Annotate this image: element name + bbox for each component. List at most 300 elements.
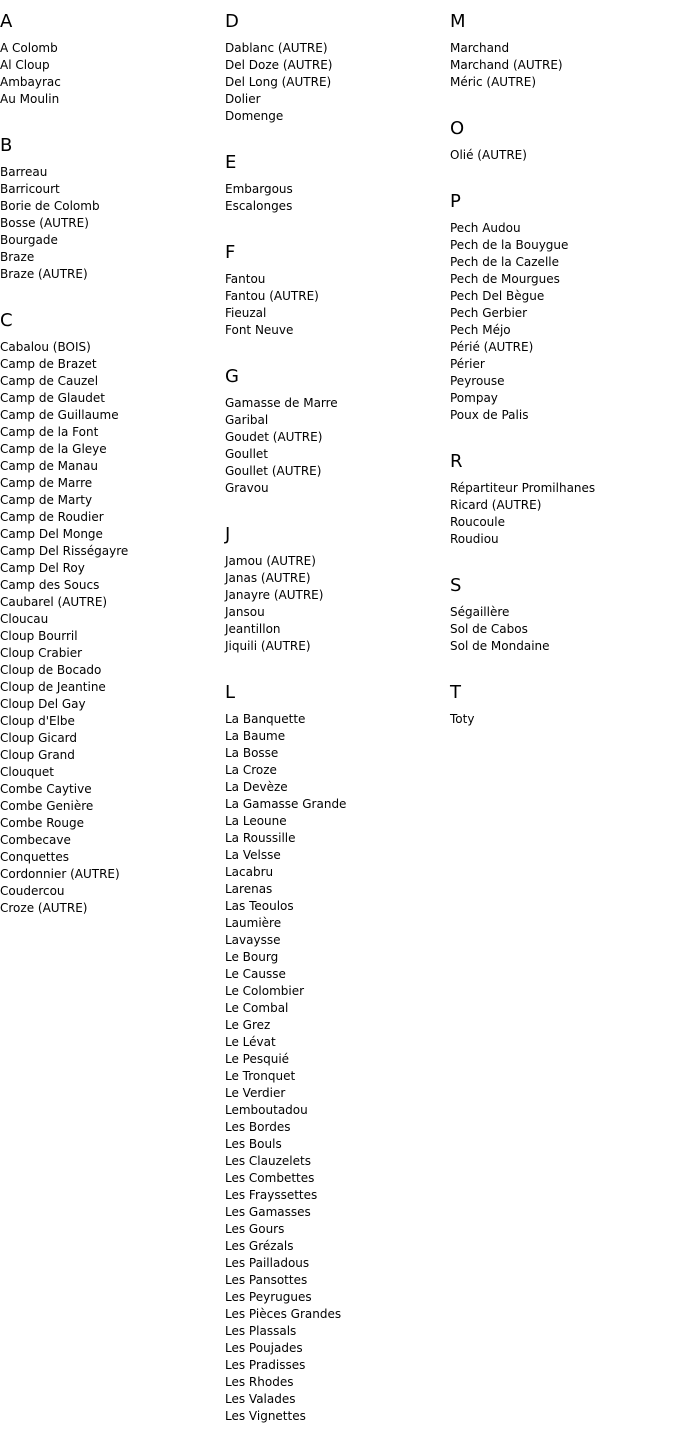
place-link[interactable]: La Bosse [225,746,279,760]
list-item [0,373,225,390]
list-item [0,560,225,577]
place-link[interactable]: Les Pailladous [225,1256,310,1270]
list-item [225,1085,450,1102]
list-item [225,1136,450,1153]
place-link[interactable]: Lacabru [225,865,274,879]
place-link[interactable]: Marchand (AUTRE) [450,58,563,72]
list-item [450,339,675,356]
list-item [225,983,450,1000]
place-link[interactable]: Le Lévat [225,1035,276,1049]
place-link[interactable]: Les Peyrugues [225,1290,312,1304]
place-link[interactable]: Combecave [0,833,71,847]
list-item [450,322,675,339]
list-item [0,866,225,883]
place-link[interactable]: Marchand [450,41,510,55]
list-item [0,339,225,356]
list-item [225,480,450,497]
list-item [0,458,225,475]
letter-heading: S [450,575,462,596]
list-item [0,849,225,866]
place-link[interactable]: Pech de Mourgues [450,272,560,286]
list-item [225,553,450,570]
list-item [0,645,225,662]
place-link[interactable]: Fantou [225,272,266,286]
place-link[interactable]: Ambayrac [0,75,61,89]
place-link[interactable]: Dolier [225,92,261,106]
list-item [0,798,225,815]
list-item [225,745,450,762]
list-item [225,57,450,74]
list-item [450,237,675,254]
list-item [225,570,450,587]
list-item [225,305,450,322]
list-item [225,728,450,745]
place-link[interactable]: Cloup Del Gay [0,697,86,711]
place-link[interactable]: Roudiou [450,532,499,546]
list-item [225,621,450,638]
list-item [450,407,675,424]
list-item [450,74,675,91]
list-item [450,531,675,548]
place-link[interactable]: Pech de la Bouygue [450,238,569,252]
letter-heading: L [225,682,236,703]
list-item [225,1272,450,1289]
list-item [225,1391,450,1408]
list-item [450,57,675,74]
list-item [225,1221,450,1238]
list-item [0,74,225,91]
place-link[interactable]: Barreau [0,165,48,179]
list-item [0,713,225,730]
place-link[interactable]: Bosse (AUTRE) [0,216,89,230]
index-column-3 [450,0,675,744]
letter-group [450,0,675,107]
place-link[interactable]: Cloup Crabier [0,646,83,660]
list-item [225,949,450,966]
list-item [0,164,225,181]
place-link[interactable]: Goullet (AUTRE) [225,464,322,478]
place-list [450,220,675,440]
place-link[interactable]: Camp de Marty [0,493,93,507]
place-link[interactable]: Périer [450,357,485,371]
list-item [225,587,450,604]
list-item [450,220,675,237]
list-item [225,779,450,796]
place-link[interactable]: Cloucau [0,612,49,626]
place-link[interactable]: Font Neuve [225,323,294,337]
index-column-1 [0,0,225,933]
place-link[interactable]: Coudercou [0,884,65,898]
place-list [225,395,450,513]
place-link[interactable]: Cloup de Jeantine [0,680,106,694]
list-item [225,796,450,813]
list-item [0,181,225,198]
place-link[interactable]: Dablanc (AUTRE) [225,41,328,55]
place-link[interactable]: Cloup de Bocado [0,663,102,677]
place-link[interactable]: Les Vignettes [225,1409,306,1423]
place-link[interactable]: Combe Genière [0,799,94,813]
place-link[interactable]: Cloup Grand [0,748,75,762]
list-item [0,883,225,900]
list-item [0,696,225,713]
place-link[interactable]: Camp de Roudier [0,510,104,524]
place-link[interactable]: Les Valades [225,1392,296,1406]
place-link[interactable]: Les Pradisses [225,1358,306,1372]
place-link[interactable]: Les Poujades [225,1341,303,1355]
list-item [225,395,450,412]
list-item [225,638,450,655]
list-item [450,497,675,514]
list-item [225,1119,450,1136]
list-item [0,215,225,232]
list-item [225,1238,450,1255]
list-item [0,509,225,526]
place-link[interactable]: Le Bourg [225,950,279,964]
list-item [225,288,450,305]
list-item [225,762,450,779]
list-item [0,594,225,611]
place-link[interactable]: Las Teoulos [225,899,294,913]
place-link[interactable]: Les Clauzelets [225,1154,311,1168]
place-link[interactable]: Conquettes [0,850,69,864]
list-item [450,390,675,407]
place-link[interactable]: Olié (AUTRE) [450,148,527,162]
place-link[interactable]: Poux de Palis [450,408,529,422]
place-list [225,40,450,141]
list-item [225,1289,450,1306]
place-link[interactable]: Braze [0,250,35,264]
place-link[interactable]: Camp de Guillaume [0,408,119,422]
place-link[interactable]: Les Combettes [225,1171,315,1185]
list-item [225,1340,450,1357]
list-item [225,463,450,480]
place-link[interactable]: Le Causse [225,967,286,981]
place-list [225,711,450,1441]
list-item [450,604,675,621]
list-item [0,900,225,917]
list-item [0,815,225,832]
list-item [0,730,225,747]
letter-group [225,513,450,671]
list-item [225,711,450,728]
letter-heading: R [450,451,463,472]
place-link[interactable]: Garibal [225,413,269,427]
place-link[interactable]: Gravou [225,481,269,495]
list-item [225,91,450,108]
place-link[interactable]: Cabalou (BOIS) [0,340,91,354]
place-link[interactable]: Laumière [225,916,282,930]
list-item [0,492,225,509]
place-link[interactable]: Domenge [225,109,284,123]
list-item [0,407,225,424]
place-link[interactable]: Les Rhodes [225,1375,294,1389]
place-link[interactable]: Larenas [225,882,273,896]
place-link[interactable]: Caubarel (AUTRE) [0,595,108,609]
place-link[interactable]: Ricard (AUTRE) [450,498,542,512]
place-link[interactable]: Périé (AUTRE) [450,340,534,354]
list-item [225,830,450,847]
list-item [225,932,450,949]
list-item [0,249,225,266]
list-item [0,266,225,283]
place-link[interactable]: Camp de Glaudet [0,391,105,405]
place-link[interactable]: Le Verdier [225,1086,286,1100]
place-link[interactable]: La Croze [225,763,277,777]
list-item [450,288,675,305]
place-link[interactable]: La Leoune [225,814,287,828]
place-link[interactable]: Les Plassals [225,1324,297,1338]
place-link[interactable]: Camp de la Font [0,425,99,439]
place-link[interactable]: Embargous [225,182,293,196]
list-item [0,356,225,373]
place-link[interactable]: Peyrouse [450,374,505,388]
list-item [0,832,225,849]
place-link[interactable]: Camp de Manau [0,459,98,473]
place-link[interactable]: La Velsse [225,848,281,862]
place-link[interactable]: La Baume [225,729,286,743]
list-item [0,526,225,543]
letter-group [450,671,675,744]
list-item [225,847,450,864]
place-link[interactable]: Bourgade [0,233,58,247]
place-link[interactable]: Camp Del Risségayre [0,544,129,558]
letter-heading: T [450,682,461,703]
list-item [450,147,675,164]
list-item [450,305,675,322]
place-link[interactable]: Camp Del Roy [0,561,85,575]
list-item [450,40,675,57]
place-link[interactable]: Camp de Brazet [0,357,97,371]
place-link[interactable]: Toty [450,712,475,726]
letter-heading: E [225,152,237,173]
place-link[interactable]: Del Long (AUTRE) [225,75,332,89]
place-list [450,40,675,107]
list-item [225,1408,450,1425]
list-item [450,480,675,497]
list-item [450,711,675,728]
place-link[interactable]: A Colomb [0,41,58,55]
list-item [225,1034,450,1051]
place-link[interactable]: Braze (AUTRE) [0,267,88,281]
place-link[interactable]: Le Combal [225,1001,289,1015]
place-link[interactable]: Méric (AUTRE) [450,75,537,89]
list-item [0,747,225,764]
letter-heading: J [225,524,231,545]
list-item [0,232,225,249]
place-link[interactable]: Ségaillère [450,605,510,619]
index-column-2 [225,0,450,1441]
place-link[interactable]: Barricourt [0,182,60,196]
place-link[interactable]: La Banquette [225,712,306,726]
list-item [225,813,450,830]
place-link[interactable]: Pech Del Bègue [450,289,545,303]
place-list [0,339,225,933]
place-link[interactable]: Le Pesquié [225,1052,290,1066]
place-link[interactable]: Les Gamasses [225,1205,311,1219]
place-link[interactable]: Gamasse de Marre [225,396,338,410]
place-link[interactable]: Al Cloup [0,58,50,72]
place-link[interactable]: Goudet (AUTRE) [225,430,323,444]
place-link[interactable]: La Devèze [225,780,288,794]
list-item [225,1204,450,1221]
list-item [0,679,225,696]
place-list [450,480,675,564]
letter-group [225,231,450,355]
list-item [225,915,450,932]
list-item [450,514,675,531]
place-link[interactable]: Pech Méjo [450,323,511,337]
place-link[interactable]: Pech Gerbier [450,306,528,320]
list-item [0,475,225,492]
letter-group [450,107,675,180]
letter-heading: A [0,11,13,32]
place-list [225,271,450,355]
place-link[interactable]: Janas (AUTRE) [225,571,311,585]
place-link[interactable]: Borie de Colomb [0,199,100,213]
list-item [225,1255,450,1272]
letter-group [225,141,450,231]
list-item [225,1102,450,1119]
place-link[interactable]: Au Moulin [0,92,60,106]
letter-heading: M [450,11,466,32]
place-link[interactable]: Camp de la Gleye [0,442,107,456]
place-link[interactable]: Cloup d'Elbe [0,714,75,728]
place-link[interactable]: Les Gours [225,1222,285,1236]
letter-heading: C [0,310,13,331]
place-link[interactable]: Clouquet [0,765,54,779]
list-item [450,621,675,638]
list-item [225,898,450,915]
list-item [225,1357,450,1374]
place-link[interactable]: Les Bouls [225,1137,282,1151]
place-link[interactable]: Les Pansottes [225,1273,308,1287]
list-item [0,198,225,215]
letter-group [0,0,225,124]
list-item [450,254,675,271]
list-item [225,1187,450,1204]
list-item [225,40,450,57]
place-link[interactable]: Pompay [450,391,498,405]
list-item [225,322,450,339]
list-item [450,271,675,288]
place-link[interactable]: Combe Rouge [0,816,84,830]
letter-group [0,124,225,299]
list-item [0,577,225,594]
place-link[interactable]: Roucoule [450,515,506,529]
place-link[interactable]: Les Pièces Grandes [225,1307,342,1321]
list-item [225,966,450,983]
place-link[interactable]: Pech Audou [450,221,521,235]
place-link[interactable]: Les Frayssettes [225,1188,318,1202]
place-link[interactable]: Camp des Soucs [0,578,100,592]
place-link[interactable]: Cloup Bourril [0,629,78,643]
list-item [225,446,450,463]
place-link[interactable]: La Gamasse Grande [225,797,347,811]
letter-group [225,671,450,1441]
place-list [0,164,225,299]
place-link[interactable]: Le Grez [225,1018,271,1032]
place-link[interactable]: Cordonnier (AUTRE) [0,867,120,881]
place-link[interactable]: Lavaysse [225,933,281,947]
letter-group [0,299,225,933]
list-item [0,764,225,781]
letter-heading: D [225,11,239,32]
list-item [225,1051,450,1068]
list-item [0,424,225,441]
list-item [0,40,225,57]
place-link[interactable]: Jiquili (AUTRE) [225,639,311,653]
list-item [225,1374,450,1391]
list-item [225,1323,450,1340]
list-item [225,1170,450,1187]
list-item [450,373,675,390]
letter-group [225,0,450,141]
letter-heading: G [225,366,239,387]
place-list [450,604,675,671]
list-item [225,881,450,898]
place-link[interactable]: Goullet [225,447,269,461]
place-link[interactable]: Les Grézals [225,1239,294,1253]
place-link[interactable]: Le Tronquet [225,1069,296,1083]
place-link[interactable]: Jansou [225,605,265,619]
list-item [225,74,450,91]
list-item [0,91,225,108]
place-link[interactable]: Janayre (AUTRE) [225,588,324,602]
place-link[interactable]: Camp de Marre [0,476,93,490]
place-link[interactable]: Les Bordes [225,1120,291,1134]
list-item [225,412,450,429]
list-item [225,198,450,215]
letter-heading: P [450,191,461,212]
list-item [225,108,450,125]
list-item [225,429,450,446]
place-link[interactable]: Cloup Gicard [0,731,78,745]
place-link[interactable]: Lemboutadou [225,1103,308,1117]
letter-group [450,180,675,440]
place-link[interactable]: Combe Caytive [0,782,92,796]
letter-group [450,440,675,564]
place-link[interactable]: Le Colombier [225,984,305,998]
list-item [0,662,225,679]
place-link[interactable]: Jeantillon [225,622,281,636]
list-item [225,181,450,198]
list-item [225,1068,450,1085]
place-list [225,553,450,671]
letter-group [450,564,675,671]
list-item [225,1306,450,1323]
place-link[interactable]: Sol de Mondaine [450,639,550,653]
place-link[interactable]: Fantou (AUTRE) [225,289,319,303]
place-link[interactable]: Fieuzal [225,306,267,320]
place-link[interactable]: Del Doze (AUTRE) [225,58,333,72]
place-link[interactable]: Camp de Cauzel [0,374,99,388]
place-link[interactable]: Camp Del Monge [0,527,103,541]
place-link[interactable]: Jamou (AUTRE) [225,554,316,568]
place-link[interactable]: Escalonges [225,199,293,213]
list-item [0,57,225,74]
list-item [0,441,225,458]
place-link[interactable]: Croze (AUTRE) [0,901,88,915]
place-link[interactable]: Sol de Cabos [450,622,528,636]
letter-heading: O [450,118,465,139]
place-link[interactable]: Pech de la Cazelle [450,255,559,269]
list-item [225,604,450,621]
place-link[interactable]: Répartiteur Promilhanes [450,481,596,495]
place-link[interactable]: La Roussille [225,831,296,845]
list-item [225,864,450,881]
list-item [0,628,225,645]
list-item [225,1017,450,1034]
